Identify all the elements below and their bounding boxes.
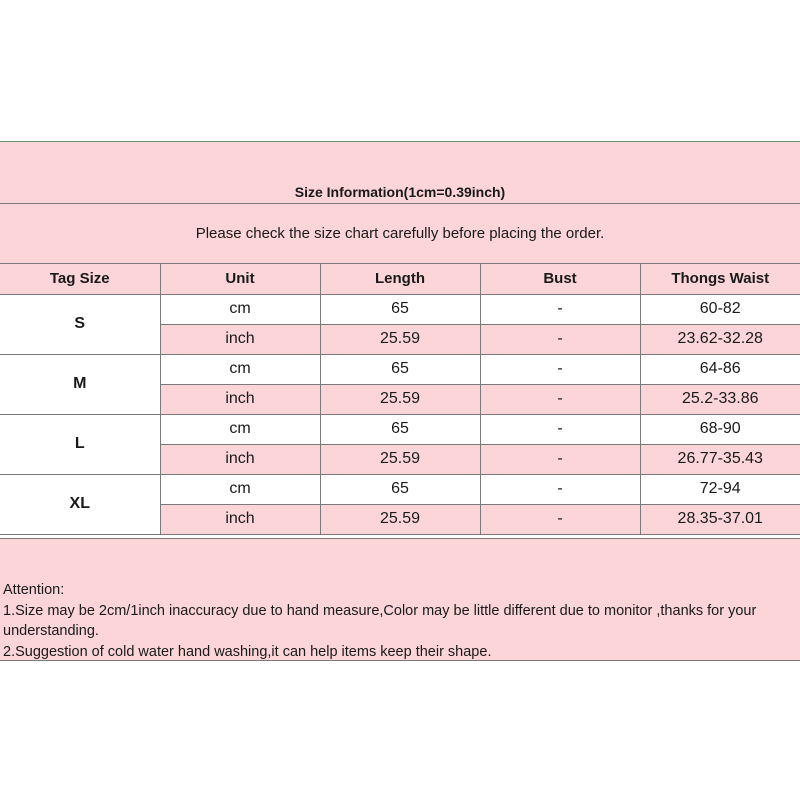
length-cell: 65 (320, 354, 480, 384)
table-row (0, 294, 800, 324)
title-row (0, 142, 800, 204)
attention-note-2: 2.Suggestion of cold water hand washing,it can help items keep their shape. (3, 643, 492, 660)
subtitle-row (0, 204, 800, 264)
table-header-row (0, 264, 800, 294)
waist-cell: 64-86 (640, 354, 800, 384)
tag-size-cell: S (0, 294, 160, 354)
waist-cell: 68-90 (640, 414, 800, 444)
unit-cell: cm (160, 294, 320, 324)
bust-cell: - (480, 444, 640, 474)
waist-cell: 26.77-35.43 (640, 444, 800, 474)
length-cell: 25.59 (320, 504, 480, 534)
size-chart-instruction: Please check the size chart carefully before placing the order. (195, 225, 605, 242)
unit-cell: inch (160, 504, 320, 534)
bust-cell: - (480, 504, 640, 534)
tag-size-cell: M (0, 354, 160, 414)
size-chart-sheet (0, 141, 800, 660)
bust-cell: - (480, 414, 640, 444)
table-row (0, 354, 800, 384)
unit-cell: inch (160, 384, 320, 414)
length-cell: 25.59 (320, 444, 480, 474)
unit-cell: cm (160, 414, 320, 444)
waist-cell: 60-82 (640, 294, 800, 324)
bust-cell: - (480, 354, 640, 384)
unit-cell: cm (160, 474, 320, 504)
bust-cell: - (480, 474, 640, 504)
header-unit: Unit (160, 264, 320, 294)
length-cell: 25.59 (320, 324, 480, 354)
length-cell: 65 (320, 414, 480, 444)
table-row (0, 414, 800, 444)
length-cell: 65 (320, 474, 480, 504)
attention-notes (3, 580, 798, 662)
attention-note-1: 1.Size may be 2cm/1inch inaccuracy due to hand measure,Color may be little different due to monitor ,thanks for your understanding. (3, 602, 757, 639)
size-info-title: Size Information(1cm=0.39inch) (294, 184, 506, 200)
length-cell: 65 (320, 294, 480, 324)
waist-cell: 23.62-32.28 (640, 324, 800, 354)
length-cell: 25.59 (320, 384, 480, 414)
unit-cell: cm (160, 354, 320, 384)
bust-cell: - (480, 294, 640, 324)
size-table (0, 264, 800, 535)
waist-cell: 28.35-37.01 (640, 504, 800, 534)
tag-size-cell: XL (0, 474, 160, 534)
attention-heading: Attention: (3, 582, 65, 598)
bust-cell: - (480, 324, 640, 354)
table-row (0, 474, 800, 504)
header-tag-size: Tag Size (0, 264, 160, 294)
tag-size-cell: L (0, 414, 160, 474)
waist-cell: 72-94 (640, 474, 800, 504)
bust-cell: - (480, 384, 640, 414)
attention-section (0, 538, 800, 661)
waist-cell: 25.2-33.86 (640, 384, 800, 414)
header-bust: Bust (480, 264, 640, 294)
unit-cell: inch (160, 324, 320, 354)
unit-cell: inch (160, 444, 320, 474)
header-length: Length (320, 264, 480, 294)
header-thongs-waist: Thongs Waist (640, 264, 800, 294)
